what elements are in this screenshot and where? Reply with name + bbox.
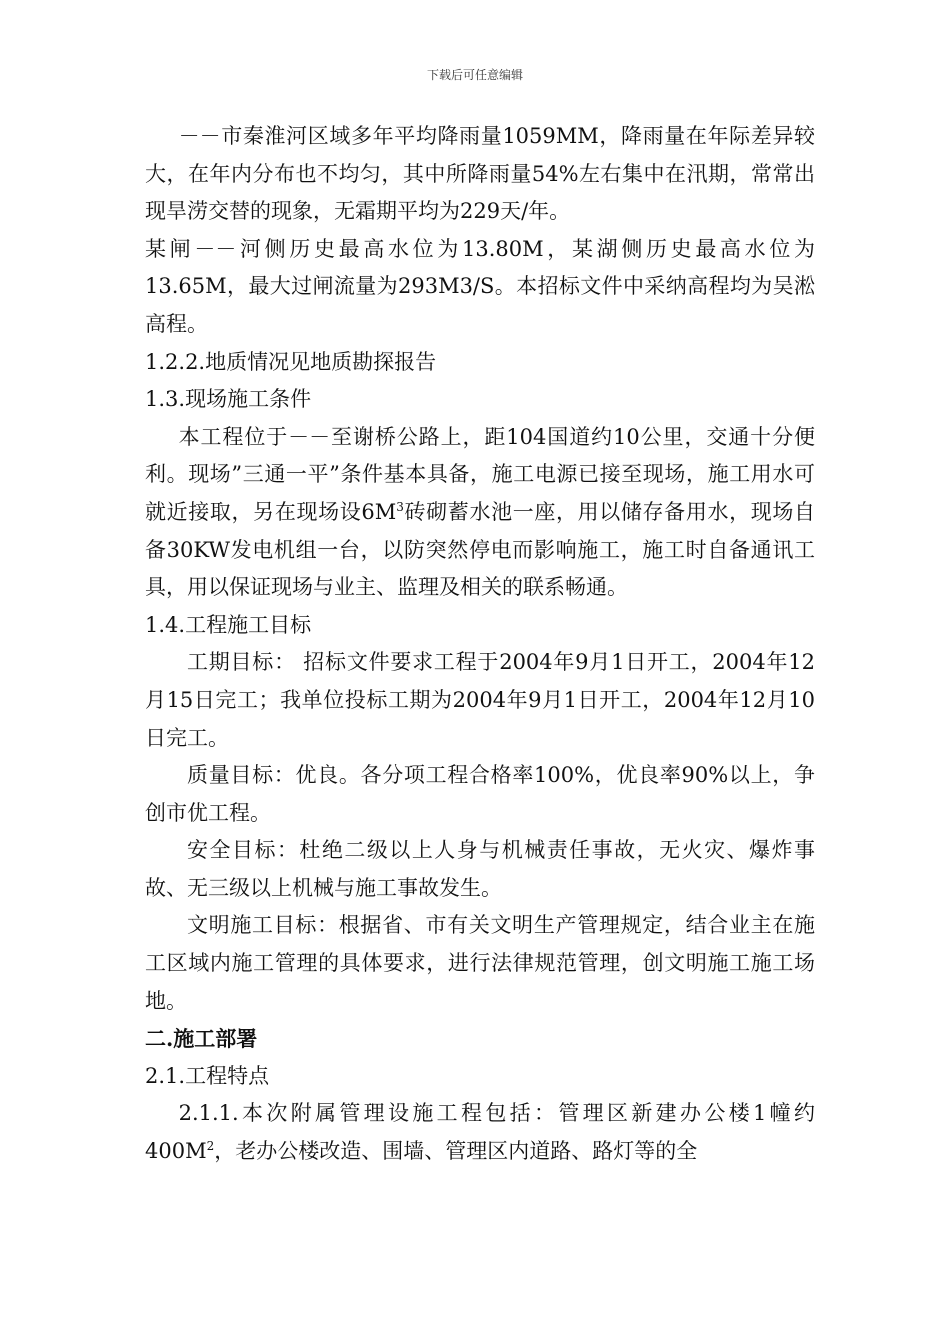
chapter-deployment: 二.施工部署 [145, 1026, 258, 1052]
section-goals: 1.4.工程施工目标 [145, 612, 312, 637]
paragraph-rainfall: －－市秦淮河区域多年平均降雨量1059MM，降雨量在年际差异较大，在年内分布也不均匀，其中所降雨量54%左右集中在汛期，常常出现旱涝交替的现象，无霜期平均为229天/年。 [145, 124, 815, 224]
features-text-b: ，老办公楼改造、围墙、管理区内道路、路灯等的全 [214, 1139, 698, 1164]
section-features: 2.1.工程特点 [145, 1063, 270, 1088]
paragraph-civilized-goal: 文明施工目标：根据省、市有关文明生产管理规定，结合业主在施工区域内施工管理的具体要求，进行法律规范管理，创文明施工施工场地。 [145, 913, 815, 1013]
document-body [145, 118, 815, 1171]
section-geology: 1.2.2.地质情况见地质勘探报告 [145, 349, 437, 374]
superscript-2: 2 [206, 1139, 215, 1154]
paragraph-features [145, 1095, 815, 1170]
features-text-a: 2.1.1.本次附属管理设施工程包括：管理区新建办公楼1幢约400M [145, 1101, 815, 1164]
section-site-conditions: 1.3.现场施工条件 [145, 387, 312, 412]
paragraph-safety-goal: 安全目标：杜绝二级以上人身与机械责任事故，无火灾、爆炸事故、无三级以上机械与施工事故发生。 [145, 838, 815, 900]
paragraph-site-conditions [145, 419, 815, 607]
page-header: 下载后可任意编辑 [426, 68, 523, 82]
paragraph-quality-goal: 质量目标：优良。各分项工程合格率100%，优良率90%以上，争创市优工程。 [145, 763, 815, 825]
site-conditions-text-a: 本工程位于－－至谢桥公路上，距104国道约10公里，交通十分便利。现场”三通一平”条件基本具备，施工电源已接至现场，施工用水可就近接取，另在现场设6M [145, 424, 815, 524]
paragraph-water-level: 某闸－－河侧历史最高水位为13.80M，某湖侧历史最高水位为13.65M，最大过闸流量为293M3/S。本招标文件中采纳高程均为吴淞高程。 [145, 236, 815, 336]
superscript-3: 3 [396, 499, 404, 514]
paragraph-schedule-goal: 工期目标： 招标文件要求工程于2004年9月1日开工，2004年12月15日完工；我单位投标工期为2004年9月1日开工，2004年12月10日完工。 [145, 650, 815, 750]
site-conditions-text-b: 砖砌蓄水池一座，用以储存备用水，现场自备30KW发电机组一台，以防突然停电而影响施工，施工时自备通讯工具，用以保证现场与业主、监理及相关的联系畅通。 [145, 499, 815, 600]
